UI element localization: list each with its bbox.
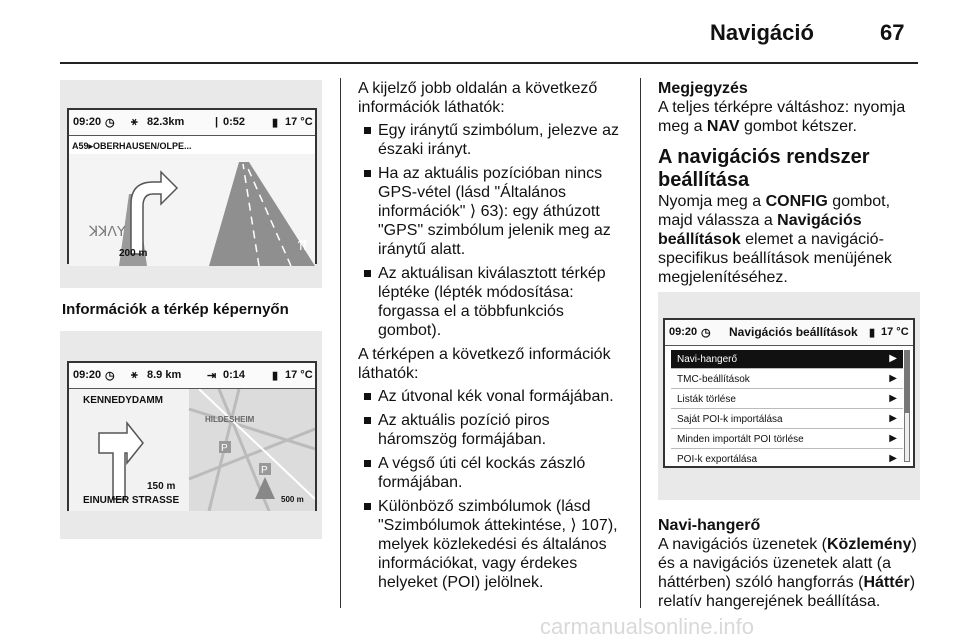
clock: 09:20 bbox=[73, 369, 102, 381]
temperature: 17 °C bbox=[881, 326, 909, 338]
compass-icon: ◷ bbox=[701, 327, 711, 339]
chevron-right-icon: ▶ bbox=[889, 373, 897, 384]
fuel-icon: ▮ bbox=[272, 117, 279, 129]
map-place-label: HILDESHEIM bbox=[205, 415, 255, 424]
distance-to-turn: 150 m bbox=[147, 481, 176, 492]
note-heading: Megjegyzés bbox=[658, 80, 748, 97]
svg-text:ꓘꓘꓥꓬ: ꓘꓘꓥꓬ bbox=[89, 223, 126, 239]
temperature: 17 °C bbox=[285, 116, 313, 128]
paragraph: A kijelző jobb oldalán a következő információk láthatók: bbox=[358, 80, 598, 116]
compass-icon: ◷ bbox=[105, 117, 115, 129]
scrollbar-thumb[interactable] bbox=[905, 351, 909, 413]
arrival-icon: ⇥ bbox=[207, 370, 217, 382]
menu-item-delete-imported-poi[interactable]: Minden importált POI törlése ▶ bbox=[671, 430, 903, 449]
menu-item-export-poi[interactable]: POI-k exportálása ▶ bbox=[677, 453, 897, 465]
list-item: Az útvonal kék vonal formájában. bbox=[358, 387, 630, 406]
divider-mark: | bbox=[215, 116, 219, 128]
status-bar bbox=[665, 320, 913, 346]
svg-text:P: P bbox=[221, 443, 228, 454]
map-scale: 500 m bbox=[281, 495, 304, 504]
menu-item-clear-lists[interactable]: Listák törlése ▶ bbox=[671, 390, 903, 409]
road-icon: ⚹ bbox=[131, 116, 138, 128]
street-name: A59▸OBERHAUSEN/OLPE... bbox=[72, 141, 192, 151]
compass-icon: ◷ bbox=[105, 370, 115, 382]
menu-item-import-poi[interactable]: Saját POI-k importálása ▶ bbox=[671, 410, 903, 429]
text-column-3 bbox=[658, 79, 928, 290]
time-remaining: 0:14 bbox=[223, 369, 246, 381]
paragraph: A navigációs üzenetek (Közlemény) és a navigációs üzenetek alatt (a háttérben) szóló hangforrás (Háttér) relatív hangerejének beállítása. bbox=[658, 536, 917, 610]
menu-title: Navigációs beállítások bbox=[729, 325, 858, 339]
list-item: Egy iránytű szimbólum, jelezve az északi irányt. bbox=[358, 121, 630, 159]
map-screen-figure bbox=[60, 331, 322, 539]
list-item: A végső úti cél kockás zászló formájában. bbox=[358, 454, 630, 492]
map-screen bbox=[67, 361, 317, 511]
menu-item-navi-volume[interactable]: Navi-hangerő ▶ bbox=[671, 350, 903, 369]
map-graphic bbox=[69, 389, 315, 511]
guidance-screen bbox=[67, 108, 317, 264]
note-text: A teljes térképre váltáshoz: nyomja meg a NAV gombot kétszer. bbox=[658, 99, 906, 135]
chevron-right-icon: ▶ bbox=[889, 413, 897, 424]
chevron-right-icon: ▶ bbox=[889, 353, 897, 364]
guidance-screen-figure bbox=[60, 80, 322, 288]
settings-screen-figure bbox=[658, 292, 920, 500]
list-item: Az aktuális pozíció piros háromszög formájában. bbox=[358, 411, 630, 449]
clock: 09:20 bbox=[669, 326, 698, 338]
text-column-2 bbox=[358, 79, 630, 597]
chevron-right-icon: ▶ bbox=[889, 453, 897, 464]
scrollbar[interactable] bbox=[904, 350, 910, 462]
list-item: Különböző szimbólumok (lásd "Szimbólumok áttekintése, ⟩ 107), melyek közlekedési és általános információkat, vagy érdekes helyeket (POI) jelölnek. bbox=[358, 497, 630, 592]
column-divider-1 bbox=[340, 78, 341, 608]
distance-remaining: 82.3km bbox=[147, 116, 185, 128]
header-rule bbox=[60, 62, 918, 64]
paragraph: A térképen a következő információk láthatók: bbox=[358, 346, 611, 382]
street-name-bottom: EINUMER STRASSE bbox=[83, 495, 180, 506]
clock: 09:20 bbox=[73, 116, 102, 128]
temperature: 17 °C bbox=[285, 369, 313, 381]
svg-text:P: P bbox=[261, 465, 268, 476]
column-divider-2 bbox=[640, 78, 641, 608]
figure-caption: Információk a térkép képernyőn bbox=[62, 301, 289, 318]
subheading: Navi-hangerő bbox=[658, 517, 761, 534]
menu-item-tmc-settings[interactable]: TMC-beállítások ▶ bbox=[671, 370, 903, 389]
status-bar bbox=[69, 110, 315, 136]
list-item: Az aktuálisan kiválasztott térkép léptéke (lépték módosítása: forgassa el a többfunkciós gombot). bbox=[358, 264, 630, 340]
settings-screen bbox=[663, 318, 915, 468]
distance-remaining: 8.9 km bbox=[147, 369, 182, 381]
road-icon: ⚹ bbox=[131, 369, 138, 381]
fuel-icon: ▮ bbox=[869, 327, 876, 339]
svg-text:⇈: ⇈ bbox=[297, 237, 309, 253]
chevron-right-icon: ▶ bbox=[889, 393, 897, 404]
page-title: Navigáció bbox=[710, 20, 814, 45]
status-bar bbox=[69, 363, 315, 389]
distance-to-turn: 200 m bbox=[119, 248, 148, 259]
section-heading: A navigációs rendszer beállítása bbox=[658, 146, 870, 191]
page-number: 67 bbox=[880, 20, 905, 45]
watermark: carmanualsonline.info bbox=[540, 614, 755, 639]
paragraph: Nyomja meg a CONFIG gombot, majd válassza a Navigációs beállítások elemet a navigáció-specifikus beállítások menüjének megjelenítéséhez. bbox=[658, 193, 892, 286]
street-name: KENNEDYDAMM bbox=[83, 395, 163, 406]
fuel-icon: ▮ bbox=[272, 370, 279, 382]
text-column-3-lower bbox=[658, 516, 928, 614]
chevron-right-icon: ▶ bbox=[889, 433, 897, 444]
list-item: Ha az aktuális pozícióban nincs GPS-vétel (lásd "Általános információk" ⟩ 63): egy áthúzott "GPS" szimbólum jelenik meg az iránytű alatt. bbox=[358, 164, 630, 259]
time-remaining: 0:52 bbox=[223, 116, 246, 128]
guidance-graphic bbox=[69, 154, 315, 266]
